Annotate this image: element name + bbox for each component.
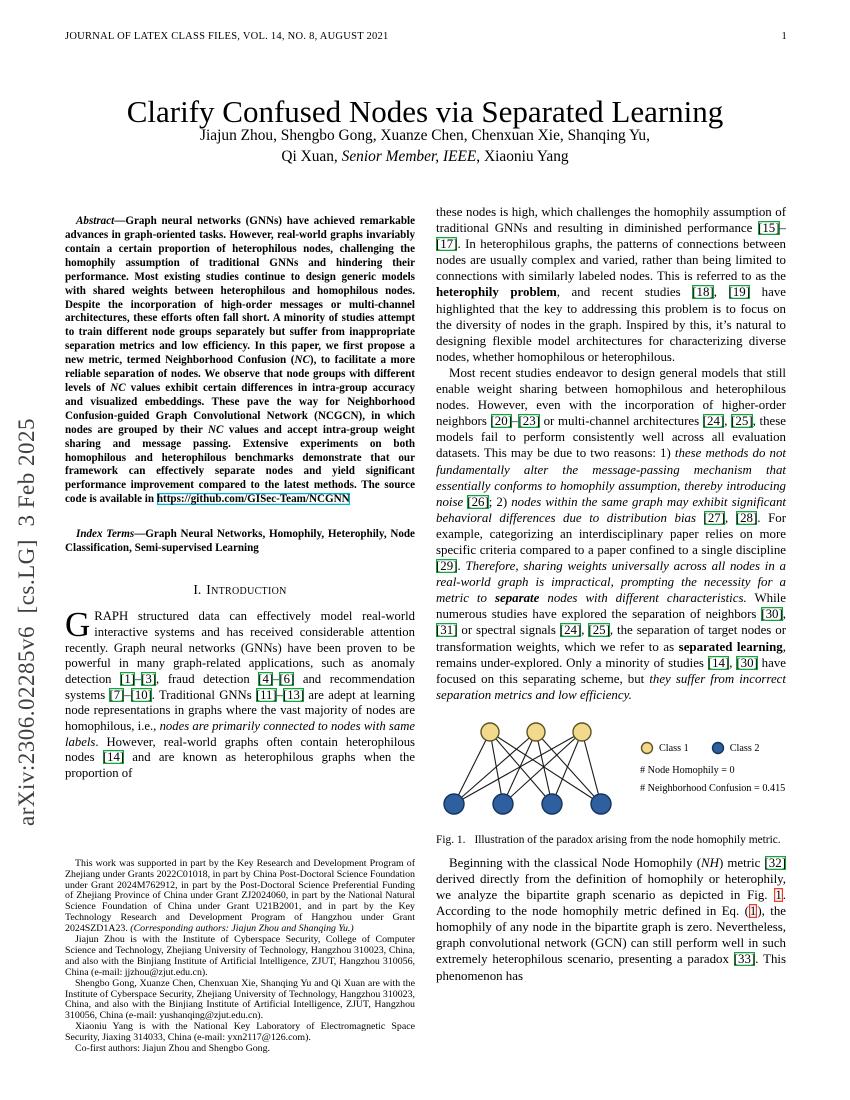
- section-heading-introduction: [65, 582, 415, 598]
- citation-link[interactable]: [26]: [467, 494, 489, 509]
- text-segment: ,: [713, 285, 729, 300]
- text-segment: Abstract: [76, 215, 115, 228]
- legend-label-class1: Class 1: [659, 742, 689, 754]
- text-segment: or multi-channel architectures: [539, 414, 703, 429]
- legend-row: [640, 741, 785, 755]
- figure-1-legend: [640, 741, 785, 794]
- text-segment: . For example, categorizing an interdisciplinary paper relies on more specific criteria compared to a paper confined to a single discipline: [436, 510, 786, 557]
- citation-link[interactable]: [14]: [707, 655, 730, 670]
- text-segment: G: [65, 605, 91, 645]
- text-segment: Co-first authors: Jiajun Zhou and Shengbo Gong.: [75, 1043, 271, 1055]
- text-segment: –: [134, 671, 142, 686]
- text-segment: . Traditional GNNs: [151, 687, 256, 702]
- author-block: [0, 125, 850, 167]
- footnote-affiliation-zhou: [65, 935, 415, 979]
- figure-1: [436, 716, 786, 846]
- citation-link[interactable]: [10]: [130, 687, 152, 702]
- text-segment: nodes are primarily connected to nodes with same labels: [65, 719, 415, 749]
- text-segment: have highlighted that the key to addressing this problem is to focus on the diversity of nodes in the graph. Inspired by this, it’s natural to designing flexible model architectures for characterizing diverse nodes, whether homophilous or heterophilous.: [436, 285, 786, 364]
- text-segment: –: [512, 414, 519, 429]
- footnote-funding: [65, 859, 415, 935]
- paragraph-separated-learning: [436, 365, 786, 703]
- citation-link[interactable]: [24]: [702, 414, 725, 429]
- citation-link[interactable]: [19]: [728, 285, 751, 300]
- text-segment: Most recent studies endeavor to design general models that still enable weight sharing between homophilous and heterophilous nodes. However, even with the incorporation of higher-order neighbors: [436, 365, 786, 429]
- text-segment: . This phenomenon has: [436, 952, 786, 983]
- citation-link[interactable]: [33]: [733, 952, 756, 967]
- citation-link[interactable]: [30]: [736, 655, 758, 670]
- left-column: [65, 204, 415, 1055]
- paragraph-heterophily-problem: [436, 204, 786, 365]
- index-terms-paragraph: [65, 528, 415, 556]
- author-line-2: [0, 146, 850, 167]
- citation-link[interactable]: [17]: [436, 237, 458, 252]
- citation-link[interactable]: [3]: [141, 671, 157, 686]
- text-segment: ,: [581, 623, 589, 638]
- figure-1-caption: [436, 834, 786, 846]
- citation-link[interactable]: [13]: [282, 687, 305, 702]
- figure-caption-text: Illustration of the paradox arising from the node homophily metric.: [474, 833, 781, 846]
- footnote-affiliation-gong: [65, 979, 415, 1023]
- text-segment: , the separation of target nodes or transformation weights, which we refer to as: [436, 623, 786, 654]
- text-segment: separate: [494, 591, 540, 606]
- class2-node: [493, 794, 513, 814]
- text-segment: values exhibit certain differences in intra-group accuracy and visualized embeddings. These pave the way for Neighborhood Confusion-guided Graph Convolutional Network (NCGCN), in which nodes are grouped by their: [65, 381, 415, 436]
- cross-ref-link[interactable]: 1: [775, 888, 782, 903]
- author-line-1: Jiajun Zhou, Shengbo Gong, Xuanze Chen, Chenxuan Xie, Shanqing Yu,: [200, 127, 650, 144]
- neighborhood-confusion-stat: # Neighborhood Confusion = 0.415: [640, 783, 786, 795]
- right-column: [436, 204, 786, 1055]
- citation-link[interactable]: [30]: [761, 607, 783, 622]
- text-segment: . In heterophilous graphs, the patterns of connections between nodes are usually complex and varied, rather than being limited to connections with similarly labeled nodes. This is referred to as the: [436, 237, 786, 284]
- class1-legend-icon: [640, 741, 654, 755]
- citation-link[interactable]: [11]: [255, 687, 277, 702]
- text-segment: Jiajun Zhou is with the Institute of Cyberspace Security, College of Computer Science and Technology, Zhejiang University of Technology, Hangzhou 310023, China, and also with the Binjiang Institute of Artificial Intelligence, ZJUT, Hangzhou 310056, China (e-mail: jjzhou@zjut.edu.cn).: [65, 934, 415, 978]
- text-segment: they suffer from incorrect separation metrics and low efficiency.: [436, 671, 786, 702]
- citation-link[interactable]: [28]: [735, 510, 758, 525]
- citation-link[interactable]: [15]: [758, 221, 780, 236]
- text-segment: Beginning with the classical Node Homophily (: [449, 855, 702, 870]
- text-segment: Therefore, sharing weights universally across all nodes in a real-world graph is impractical, prompting the necessity for a metric to: [436, 559, 786, 606]
- text-segment: –: [273, 671, 280, 686]
- abstract-paragraph: [65, 215, 415, 507]
- text-segment: are adept at learning node representations in graphs where the vast majority of nodes are homophilous, i.e.,: [65, 687, 415, 734]
- text-segment: have focused on this separating scheme, but: [436, 655, 786, 686]
- citation-link[interactable]: [4]: [258, 671, 274, 686]
- text-segment: derived directly from the definition of homophily or heterophily, we analyze the bipartite graph scenario as depicted in Fig.: [436, 872, 786, 903]
- text-segment: ,: [729, 655, 737, 670]
- text-segment: —Graph neural networks (GNNs) have achieved remarkable advances in graph-oriented tasks. However, real-world graphs invariably contain a certain proportion of heterophilous nodes, challenging the homophily assumption of traditional GNNs and hindering their performance. Most existing studies continue to design generic models with shared weights between heterophilous and homophilous nodes. Despite the incorporation of high-order messages or multi-channel architectures, these efforts often fall short. A minority of studies attempt to train different node groups separately but suffer from inappropriate separation metrics and low efficiency. In this paper, we first propose a new metric, termed Neighborhood Confusion (: [65, 215, 415, 367]
- text-segment: This work was supported in part by the Key Research and Development Program of Zhejiang under Grants 2022C01018, in part by China Post-Doctoral Science Foundation under Grant 2024M762912, in part by the Post-Doctoral Science Preferential Funding of Zhejiang Province of China under Grant ZJ2024060, in part by the National Natural Science Foundation of China under Grant U21B2001, and in part by the Key Technology Research and Development Program of Hangzhou under Grant 2024SZD1A23.: [65, 857, 415, 935]
- citation-link[interactable]: [25]: [731, 414, 753, 429]
- citation-link[interactable]: [25]: [588, 623, 610, 638]
- text-segment: –: [124, 687, 131, 702]
- class2-node: [591, 794, 611, 814]
- text-segment: NH: [701, 855, 719, 870]
- text-segment: and are known as heterophilous graphs when the proportion of: [65, 750, 415, 781]
- legend-item-class2: [711, 741, 760, 755]
- text-segment: –: [779, 221, 786, 236]
- text-segment: NC: [294, 354, 310, 367]
- figure-1-body: [436, 716, 786, 820]
- class2-node: [444, 794, 464, 814]
- text-segment: separated learning: [678, 639, 783, 654]
- graph-edges: [454, 732, 601, 804]
- text-segment: nodes within the same graph may exhibit significant behavioral differences due to distribution bias: [436, 494, 786, 525]
- arxiv-banner: arXiv:2306.02285v6 [cs.LG] 3 Feb 2025: [14, 418, 39, 826]
- paper-title: Clarify Confused Nodes via Separated Learning: [126, 93, 724, 129]
- journal-header-text: JOURNAL OF LATEX CLASS FILES, VOL. 14, NO. 8, AUGUST 2021: [65, 31, 389, 42]
- text-segment: –: [276, 687, 283, 702]
- citation-link[interactable]: [29]: [436, 559, 458, 574]
- running-header: [65, 31, 787, 42]
- cross-ref-link[interactable]: 1: [749, 904, 757, 919]
- citation-link[interactable]: [14]: [102, 750, 125, 765]
- citation-link[interactable]: [7]: [109, 687, 125, 702]
- text-segment: , fraud detection: [156, 671, 259, 686]
- citation-link[interactable]: [32]: [764, 855, 786, 870]
- node-homophily-stat: # Node Homophily = 0: [640, 765, 735, 777]
- intro-paragraph: [65, 605, 415, 782]
- class1-node: [527, 723, 545, 741]
- text-segment: ,: [724, 414, 732, 429]
- text-segment: ,: [725, 510, 736, 525]
- two-column-body: [65, 204, 787, 1055]
- text-segment: .: [457, 559, 466, 574]
- class1-node: [481, 723, 499, 741]
- text-segment: or spectral signals: [457, 623, 560, 638]
- page-number: 1: [781, 31, 787, 42]
- citation-link[interactable]: [20]: [490, 414, 512, 429]
- figure-caption-label: Fig. 1.: [436, 833, 466, 846]
- text-segment: , and recent studies: [556, 285, 693, 300]
- text-segment: . According to the node homophily metric defined in Eq. (: [436, 888, 786, 919]
- section-title: Introduction: [206, 582, 287, 598]
- citation-link[interactable]: [27]: [703, 510, 726, 525]
- citation-link[interactable]: [18]: [692, 285, 714, 300]
- citation-link[interactable]: [23]: [518, 414, 540, 429]
- text-segment: —Graph Neural Networks, Homophily, Heterophily, Node Classification, Semi-supervised Learning: [65, 528, 415, 555]
- url-link[interactable]: https://github.com/GISec-Team/NCGNN: [156, 493, 350, 506]
- citation-link[interactable]: [31]: [436, 623, 458, 638]
- text-segment: , remains under-explored. Only a minority of studies: [436, 639, 786, 670]
- footnote-block: [65, 851, 415, 1055]
- text-segment: nodes with different characteristics.: [539, 591, 747, 606]
- citation-link[interactable]: [6]: [279, 671, 295, 686]
- text-segment: heterophily problem: [436, 285, 557, 300]
- text-segment: ), the homophily of any node in the bipartite graph is zero. Nevertheless, graph convolutional network (GCN) can still perform well in such extremely heterophilous scenario, presenting a paradox: [436, 904, 786, 967]
- text-segment: values and accept intra-group weight sharing and message passing. Extensive experiments on both homophilous and heterophilous benchmarks demonstrate that our framework can effectively separate nodes and yield significant performance improvement compared to the latest methods. The source code is available in: [65, 423, 415, 506]
- text-segment: these methods do not fundamentally alter the message-passing mechanism that essentially conforms to homophily assumption, thereby introducing noise: [436, 446, 787, 509]
- text-segment: RAPH structured data can effectively model real-world interactive systems and has received considerable attention recently. Graph neural networks (GNNs) have been proven to be powerful in many graph-related applications, such as anomaly detection: [65, 609, 415, 686]
- class2-legend-icon: [711, 741, 725, 755]
- text-segment: Index Terms: [76, 528, 135, 541]
- class2-node: [542, 794, 562, 814]
- text-segment: ; 2): [488, 494, 512, 509]
- text-segment: and recommendation systems: [65, 671, 415, 702]
- class1-node: [573, 723, 591, 741]
- text-segment: NC: [110, 381, 126, 394]
- text-segment: these nodes is high, which challenges the homophily assumption of traditional GNNs and resulting in diminished performance: [436, 205, 786, 236]
- legend-item-class1: [640, 741, 689, 755]
- text-segment: ) metric: [718, 855, 765, 870]
- section-number: I.: [193, 582, 202, 598]
- text-segment: Qi Xuan,: [281, 148, 342, 165]
- text-segment: ,: [782, 607, 786, 622]
- text-segment: Senior Member, IEEE: [341, 148, 477, 165]
- text-segment: Xiaoniu Yang is with the National Key Laboratory of Electromagnetic Space Security, Jiaxing 314033, China (e-mail: yxn2117@126.com).: [65, 1021, 415, 1044]
- text-segment: NC: [208, 423, 224, 436]
- footnote-cofirst: [65, 1044, 415, 1055]
- legend-label-class2: Class 2: [729, 742, 760, 754]
- citation-link[interactable]: [24]: [559, 623, 582, 638]
- graph-nodes: [444, 723, 611, 814]
- citation-link[interactable]: [1]: [120, 671, 135, 686]
- text-segment: , Xiaoniu Yang: [476, 148, 569, 165]
- paragraph-node-homophily-paradox: [436, 855, 786, 984]
- bipartite-graph: [440, 716, 632, 820]
- text-segment: Shengbo Gong, Xuanze Chen, Chenxuan Xie, Shanqing Yu and Qi Xuan are with the Institute of Cyberspace Security, Zhejiang University of Technology, Hangzhou 310023, China, and also with the Binjiang Institute of Artificial Intelligence, ZJUT, Hangzhou 310056, China (e-mail: yushanqing@zjut.edu.cn).: [65, 977, 415, 1022]
- text-segment: While numerous studies have explored the separation of neighbors: [436, 591, 786, 622]
- text-segment: (Corresponding authors: Jiajun Zhou and Shanqing Yu.): [130, 923, 354, 935]
- text-segment: ), to facilitate a more reliable separation of nodes. We observe that node groups with different levels of: [65, 354, 415, 394]
- text-segment: , these models fail to perform consistently well across all evaluation datasets. This may be due to two reasons: 1): [436, 414, 786, 461]
- text-segment: . However, real-world graphs often contain heterophilous nodes: [65, 734, 415, 765]
- footnote-affiliation-yang: [65, 1022, 415, 1044]
